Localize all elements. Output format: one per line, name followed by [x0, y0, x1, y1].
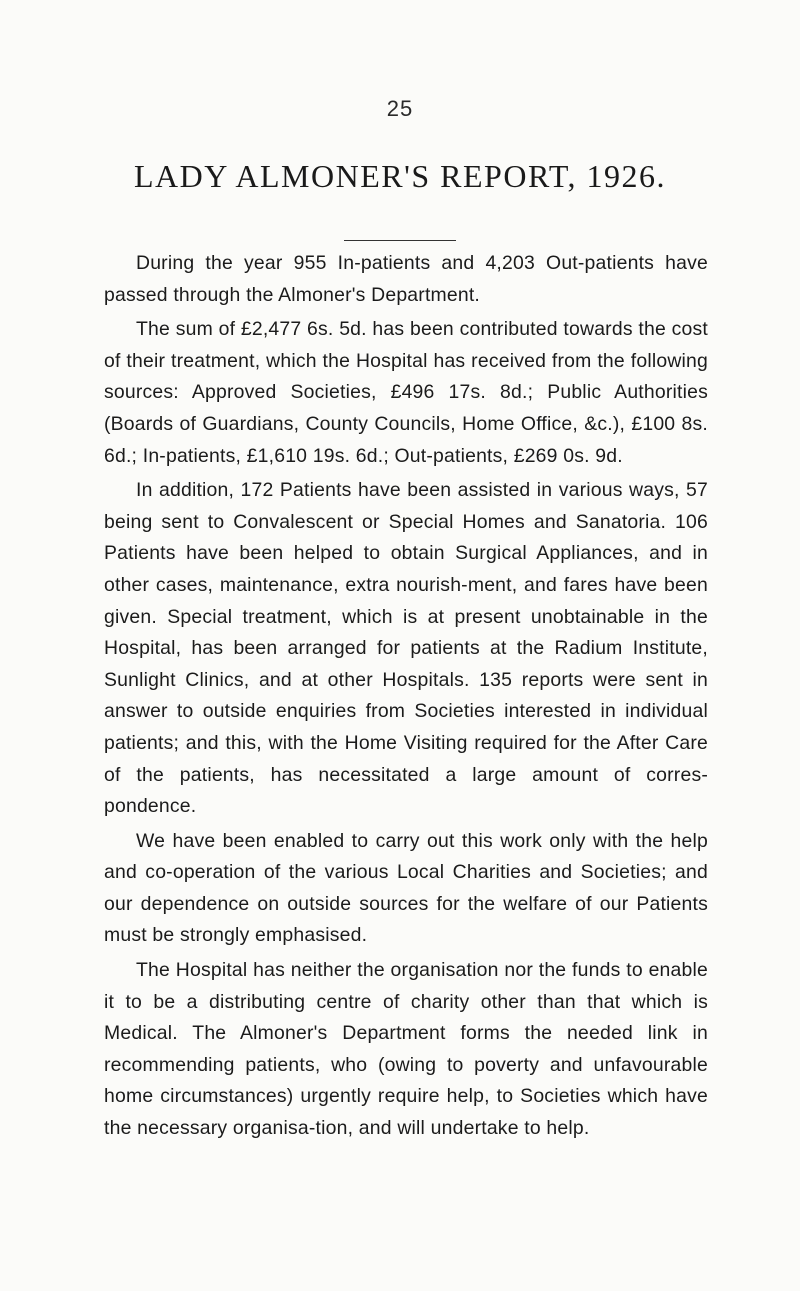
paragraph-contributions: The sum of £2,477 6s. 5d. has been contributed towards the cost of their treatment, which the Hospital has received from the following sources: Approved Societies, £496 17s. 8d.; Public Authorities (Boards of Guardians, County Councils, Home Office, &c.), £100 8s. 6d.; In-patients, £1,610 19s. 6d.; Out-patients, £269 0s. 9d.	[104, 318, 708, 467]
paragraph-organisation: The Hospital has neither the organisation nor the funds to enable it to be a distributing centre of charity other than that which is Medical. The Almoner's Department forms the needed link in recommending patients, who (owing to poverty and unfavourable home circumstances) urgently require help, to Societies which have the necessary organisa-tion, and will undertake to help.	[104, 959, 708, 1140]
page-number: 25	[386, 96, 414, 121]
report-title: LADY ALMONER'S REPORT, 1926.	[133, 158, 667, 194]
paragraph-assistance: In addition, 172 Patients have been assisted in various ways, 57 being sent to Convalescent or Special Homes and Sanatoria. 106 Patients have been helped to obtain Surgical Appliances, and in other cases, maintenance, extra nourish-ment, and fares have been given. Special treatment, which is at present unobtainable in the Hospital, has been arranged for patients at the Radium Institute, Sunlight Clinics, and at other Hospitals. 135 reports were sent in answer to outside enquiries from Societies interested in individual patients; and this, with the Home Visiting required for the After Care of the patients, has necessitated a large amount of corres-pondence.	[104, 479, 708, 818]
paragraph-cooperation: We have been enabled to carry out this work only with the help and co-operation of the various Local Charities and Societies; and our dependence on outside sources for the welfare of our Patients must be strongly emphasised.	[104, 829, 708, 947]
paragraph-patients-summary: During the year 955 In-patients and 4,203 Out-patients have passed through the Almoner's Department.	[104, 252, 708, 306]
report-body	[104, 248, 708, 1148]
title-divider	[344, 240, 456, 241]
